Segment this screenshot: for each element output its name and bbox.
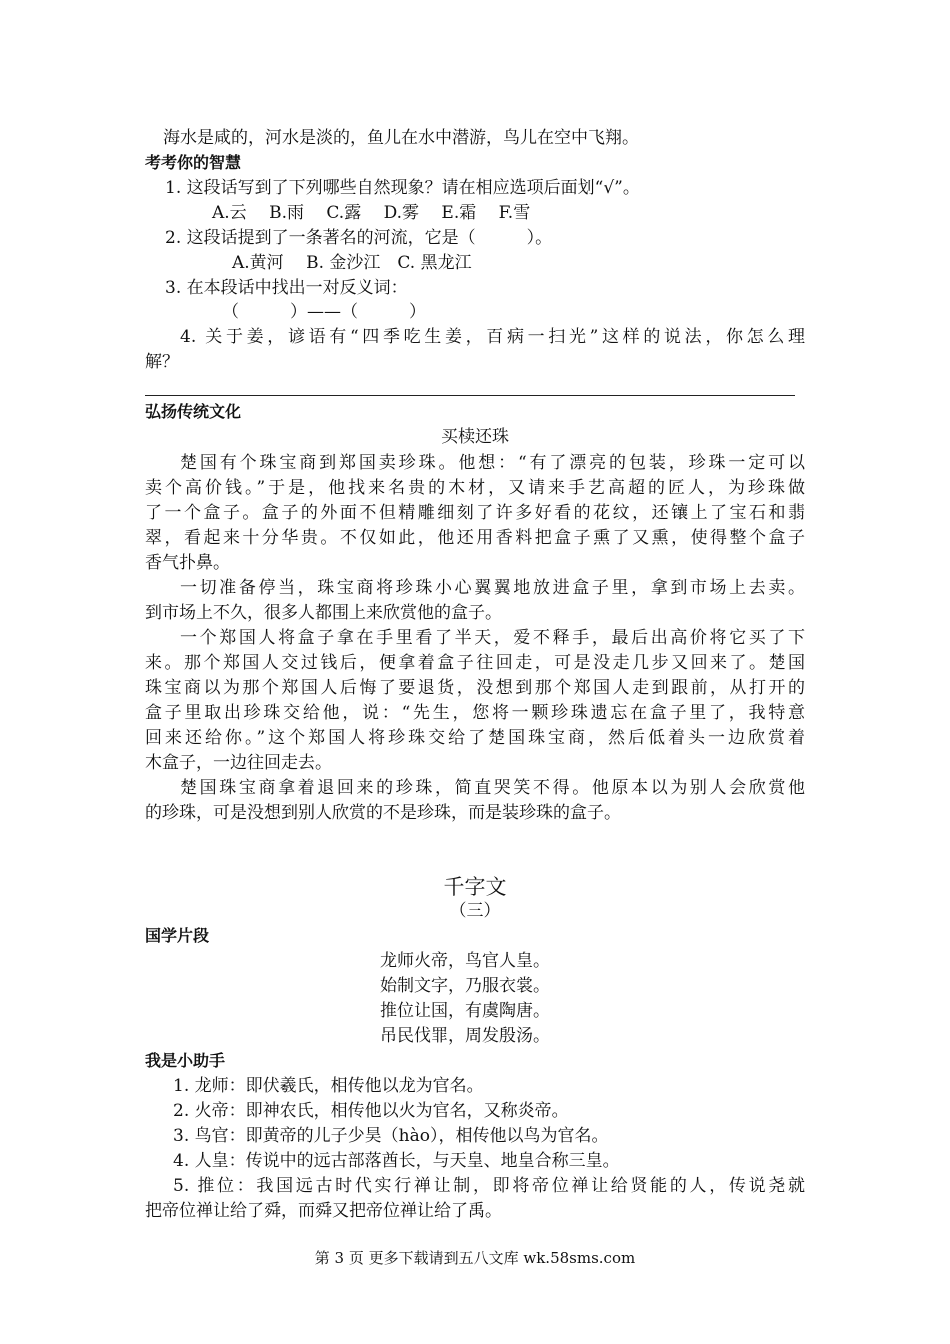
story-line: 到市场上不久，很多人都围上来欣赏他的盒子。 [145,603,502,623]
story-line: 的珍珠，可是没想到别人欣赏的不是珍珠，而是装珍珠的盒子。 [145,803,621,823]
qzw-heading: 国学片段 [145,926,210,945]
helper-heading: 我是小助手 [145,1051,226,1070]
story-line: 一切准备停当，珠宝商将珍珠小心翼翼地放进盒子里，拿到市场上去卖。 [180,578,805,598]
qzw-title: 千字文 [443,875,507,899]
helper-item: 把帝位禅让给了舜，而舜又把帝位禅让给了禹。 [145,1201,502,1221]
story-line: 珠宝商以为那个郑国人后悔了要退货，没想到那个郑国人走到跟前，从打开的 [145,678,805,698]
quiz-question-2: 2. 这段话提到了一条著名的河流，它是（ ）。 [165,228,553,248]
story-line: 香气扑鼻。 [145,553,230,573]
story-line: 回来还给你。”这个郑国人将珍珠交给了楚国珠宝商，然后低着头一边欣赏着 [145,728,805,748]
story-title: 买椟还珠 [441,427,509,447]
quiz-question-1: 1. 这段话写到了下列哪些自然现象？请在相应选项后面划“√”。 [165,178,640,198]
story-line: 楚国有个珠宝商到郑国卖珍珠。他想：“有了漂亮的包装，珍珠一定可以 [180,453,805,473]
qzw-verse: 吊民伐罪，周发殷汤。 [380,1026,550,1046]
helper-item: 2. 火帝：即神农氏，相传他以火为官名，又称炎帝。 [173,1101,569,1121]
story-line: 了一个盒子。盒子的外面不但精雕细刻了许多好看的花纹，还镶上了宝石和翡 [145,503,805,523]
page-footer: 第 3 页 更多下载请到五八文库 wk.58sms.com [314,1249,636,1267]
story-line: 木盒子，一边往回走去。 [145,753,332,773]
story-line: 盒子里取出珍珠交给他，说：“先生，您将一颗珍珠遗忘在盒子里了，我特意 [145,703,805,723]
helper-item: 5. 推位：我国远古时代实行禅让制，即将帝位禅让给贤能的人，传说尧就 [173,1176,805,1196]
story-line: 翠，看起来十分华贵。不仅如此，他还用香料把盒子熏了又熏，使得整个盒子 [145,528,805,548]
quiz-question-3-blank: （ ）——（ ） [222,302,426,322]
story-line: 一个郑国人将盒子拿在手里看了半天，爱不释手，最后出高价将它买了下 [180,628,805,648]
quiz-question-4-line-1: 4. 关于姜，谚语有“四季吃生姜，百病一扫光”这样的说法，你怎么理 [180,327,805,347]
answer-line [145,395,795,396]
helper-item: 1. 龙师：即伏羲氏，相传他以龙为官名。 [173,1076,484,1096]
quiz-question-3: 3. 在本段话中找出一对反义词： [165,278,408,298]
story-line: 楚国珠宝商拿着退回来的珍珠，简直哭笑不得。他原本以为别人会欣赏他 [180,778,805,798]
passage-ending: 海水是咸的，河水是淡的，鱼儿在水中潜游，鸟儿在空中飞翔。 [163,128,639,148]
qzw-verse: 推位让国，有虞陶唐。 [380,1001,550,1021]
quiz-question-4-line-2: 解？ [145,352,179,372]
qzw-subtitle: （三） [449,901,501,921]
helper-item: 4. 人皇：传说中的远古部落酋长，与天皇、地皇合称三皇。 [173,1151,620,1171]
story-line: 来。那个郑国人交过钱后，便拿着盒子往回走，可是没走几步又回来了。楚国 [145,653,805,673]
story-line: 卖个高价钱。”于是，他找来名贵的木材，又请来手艺高超的匠人，为珍珠做 [145,478,805,498]
quiz-question-2-options: A.黄河 B. 金沙江 C. 黑龙江 [232,253,472,273]
qzw-verse: 始制文字，乃服衣裳。 [380,976,550,996]
quiz-question-1-options: A.云 B.雨 C.露 D.雾 E.霜 F.雪 [212,203,531,223]
qzw-verse: 龙师火帝，鸟官人皇。 [380,951,550,971]
culture-heading: 弘扬传统文化 [145,402,242,421]
helper-item: 3. 鸟官：即黄帝的儿子少昊（hào），相传他以鸟为官名。 [173,1126,609,1146]
quiz-heading: 考考你的智慧 [145,153,242,172]
